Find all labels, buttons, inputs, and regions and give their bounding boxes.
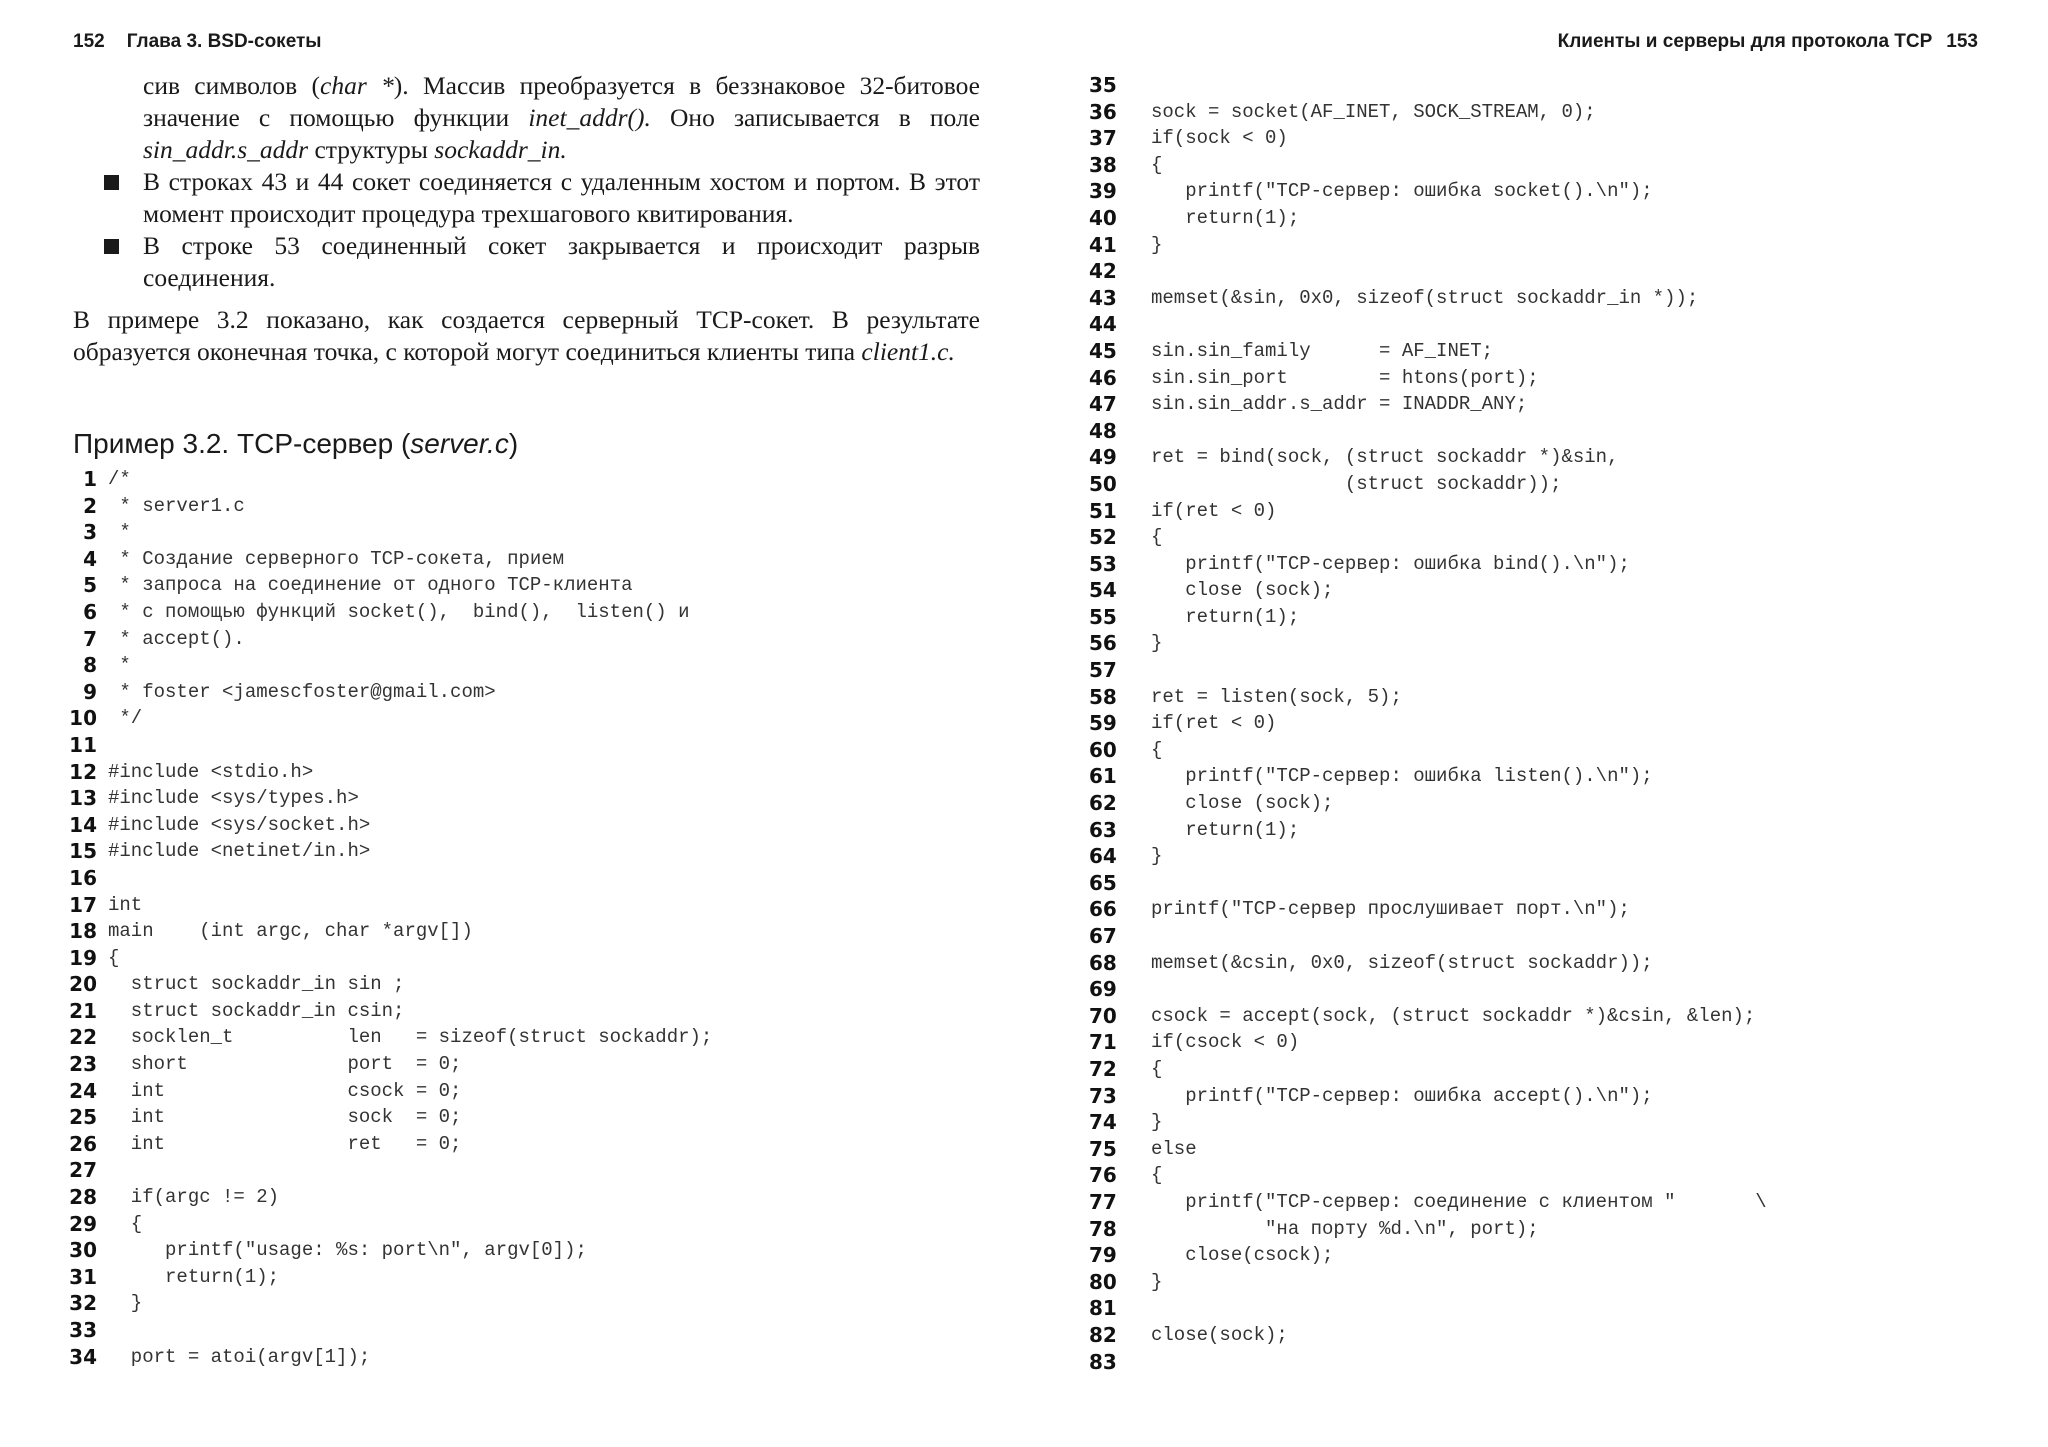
line-number: 14 (69, 812, 97, 837)
code-text: } (108, 1292, 143, 1315)
line-number: 41 (1089, 232, 1117, 257)
line-number: 51 (1089, 498, 1117, 523)
line-number: 47 (1089, 392, 1117, 417)
line-number: 66 (1089, 897, 1117, 922)
line-number: 18 (69, 919, 97, 944)
line-number: 35 (1089, 73, 1117, 97)
line-number: 5 (83, 573, 97, 598)
line-number: 4 (83, 546, 97, 571)
line-number: 44 (1089, 312, 1117, 337)
line-number: 13 (69, 786, 97, 811)
line-number: 19 (69, 945, 97, 970)
line-number: 33 (69, 1318, 97, 1342)
line-number: 3 (83, 520, 97, 545)
line-number: 52 (1089, 525, 1117, 550)
line-number: 39 (1089, 179, 1117, 204)
line-number: 38 (1089, 152, 1117, 177)
continued-paragraph (73, 70, 980, 166)
line-number: 83 (1089, 1349, 1117, 1374)
code-text: */ (108, 707, 143, 730)
code-text: printf("TCP-сервер: ошибка bind().\n"); (1151, 552, 1630, 575)
bullet-text: В строке 53 соединенный сокет закрывается и происходит разрыв соединения. (143, 231, 980, 292)
code-text: struct sockaddr_in sin ; (108, 973, 405, 996)
right-section-title: Клиенты и серверы для протокола TCP (1557, 31, 1933, 52)
example-caption (73, 428, 518, 460)
italic-term: inet_addr(). (528, 103, 651, 132)
text-run: структуры (308, 135, 435, 164)
code-text: int (108, 893, 143, 916)
line-number: 24 (69, 1078, 97, 1103)
line-number: 58 (1089, 684, 1117, 709)
line-number: 70 (1089, 1003, 1117, 1028)
line-number: 69 (1089, 977, 1117, 1002)
italic-term: char * (320, 71, 394, 100)
code-text: sin.sin_port = htons(port); (1151, 366, 1539, 389)
line-number: 63 (1089, 817, 1117, 842)
code-text: socklen_t len = sizeof(struct sockaddr); (108, 1026, 713, 1049)
code-text: else (1151, 1137, 1197, 1160)
line-number: 80 (1089, 1269, 1117, 1294)
code-text: * (108, 654, 131, 677)
line-number: 48 (1089, 418, 1117, 443)
example-title-close: ) (508, 428, 519, 459)
code-text: short port = 0; (108, 1053, 462, 1076)
line-number: 1 (83, 467, 97, 491)
code-text: return(1); (1151, 605, 1300, 628)
line-number: 78 (1089, 1216, 1117, 1241)
line-number: 53 (1089, 551, 1117, 576)
code-text: ret = listen(sock, 5); (1151, 685, 1402, 708)
code-text: close(sock); (1151, 1323, 1288, 1346)
code-text: int ret = 0; (108, 1132, 462, 1155)
right-page-number: 153 (1946, 31, 1978, 52)
example-label: Пример 3.2. (73, 428, 230, 459)
code-text: printf("TCP-сервер: ошибка socket().\n"); (1151, 180, 1653, 203)
text-run: В примере 3.2 показано, как создается серверный TCP-сокет. В результате образуется оконечная точка, с которой могут соединиться клиенты типа (73, 305, 980, 366)
code-text: memset(&csin, 0x0, sizeof(struct sockaddr)); (1151, 951, 1653, 974)
line-number: 10 (69, 706, 97, 731)
line-number: 46 (1089, 365, 1117, 390)
line-number: 6 (83, 599, 97, 624)
code-text: /* (108, 468, 131, 490)
line-number: 25 (69, 1105, 97, 1130)
code-text: printf("TCP-сервер: ошибка accept().\n"); (1151, 1084, 1653, 1107)
code-text: { (1151, 1164, 1163, 1187)
line-number: 73 (1089, 1083, 1117, 1108)
line-number: 28 (69, 1185, 97, 1210)
code-text: printf("usage: %s: port\n", argv[0]); (108, 1239, 587, 1262)
code-text: { (108, 1212, 143, 1235)
code-text: if(ret < 0) (1151, 499, 1277, 522)
bullet-text: В строках 43 и 44 сокет соединяется с удаленным хостом и портом. В этот момент происходит процедура трехшагового квитирования. (143, 167, 980, 228)
line-number: 61 (1089, 764, 1117, 789)
line-number: 56 (1089, 631, 1117, 656)
code-text: * accept(). (108, 627, 245, 650)
code-text: memset(&sin, 0x0, sizeof(struct sockaddr_in *)); (1151, 286, 1699, 309)
code-text: * запроса на соединение от одного TCP-клиента (108, 574, 633, 597)
code-text: sin.sin_addr.s_addr = INADDR_ANY; (1151, 393, 1528, 416)
line-number: 22 (69, 1025, 97, 1050)
line-number: 7 (83, 626, 97, 651)
line-number: 42 (1089, 259, 1117, 284)
line-number: 67 (1089, 924, 1117, 948)
line-number: 57 (1089, 658, 1117, 683)
example-file-name: server.c (410, 428, 509, 459)
line-number: 34 (69, 1344, 97, 1369)
line-number: 65 (1089, 870, 1117, 895)
square-bullet-icon (104, 175, 119, 190)
code-text: if(sock < 0) (1151, 127, 1288, 150)
line-number: 62 (1089, 791, 1117, 816)
line-number: 23 (69, 1052, 97, 1077)
line-number: 50 (1089, 471, 1117, 496)
code-text: int csock = 0; (108, 1079, 462, 1102)
code-text: close (sock); (1151, 792, 1334, 815)
code-text: return(1); (1151, 206, 1300, 229)
code-text: #include <sys/types.h> (108, 787, 359, 810)
line-number: 9 (83, 679, 97, 704)
code-text: ret = bind(sock, (struct sockaddr *)&sin, (1151, 446, 1619, 469)
line-number: 11 (69, 732, 97, 757)
line-number: 71 (1089, 1030, 1117, 1055)
code-text: sock = socket(AF_INET, SOCK_STREAM, 0); (1151, 100, 1596, 123)
italic-term: client1.c. (861, 337, 955, 366)
line-number: 72 (1089, 1056, 1117, 1081)
square-bullet-icon (104, 239, 119, 254)
code-text: struct sockaddr_in csin; (108, 999, 405, 1022)
bullet-item (73, 166, 980, 230)
code-text: } (1151, 632, 1163, 655)
code-text: } (1151, 1270, 1163, 1293)
code-text: } (1151, 1111, 1163, 1134)
line-number: 68 (1089, 950, 1117, 975)
code-text: printf("TCP-сервер: соединение с клиентом " \ (1151, 1190, 1767, 1213)
code-text: csock = accept(sock, (struct sockaddr *)&csin, &len); (1151, 1004, 1756, 1027)
line-number: 30 (69, 1238, 97, 1263)
line-number: 26 (69, 1131, 97, 1156)
line-number: 43 (1089, 285, 1117, 310)
italic-term: sockaddr_in. (434, 135, 567, 164)
code-text: } (1151, 233, 1163, 256)
code-text: { (1151, 153, 1163, 176)
line-number: 17 (69, 892, 97, 917)
code-text: close(csock); (1151, 1244, 1334, 1267)
code-text: port = atoi(argv[1]); (108, 1345, 371, 1368)
line-number: 15 (69, 839, 97, 864)
code-text: * foster <jamescfoster@gmail.com> (108, 680, 496, 703)
line-number: 31 (69, 1264, 97, 1289)
code-text: * server1.c (108, 494, 245, 517)
code-text: { (1151, 526, 1163, 549)
line-number: 27 (69, 1158, 97, 1183)
example-title-text: TCP-сервер ( (237, 428, 411, 459)
line-number: 76 (1089, 1163, 1117, 1188)
line-number: 40 (1089, 205, 1117, 230)
line-number: 8 (83, 653, 97, 678)
line-number: 20 (69, 972, 97, 997)
code-text: if(ret < 0) (1151, 712, 1277, 735)
text-run: ). Массив преобразуется в беззнаковое 32-битовое значение с помощью функции (143, 71, 980, 132)
code-text: #include <sys/socket.h> (108, 813, 371, 836)
line-number: 55 (1089, 604, 1117, 629)
code-text: * Создание серверного TCP-сокета, прием (108, 547, 565, 570)
line-number: 21 (69, 998, 97, 1023)
line-number: 37 (1089, 126, 1117, 151)
text-run: Оно записывается в поле (650, 103, 980, 132)
line-number: 16 (69, 865, 97, 890)
line-number: 36 (1089, 99, 1117, 124)
line-number: 32 (69, 1291, 97, 1316)
left-page-number: 152 (73, 31, 105, 52)
line-number: 60 (1089, 737, 1117, 762)
line-number: 64 (1089, 844, 1117, 869)
bullet-item (73, 230, 980, 294)
line-number: 81 (1089, 1296, 1117, 1321)
code-text: if(argc != 2) (108, 1186, 280, 1209)
line-number: 12 (69, 759, 97, 784)
code-text: "на порту %d.\n", port); (1151, 1217, 1539, 1240)
line-number: 79 (1089, 1243, 1117, 1268)
bullet-list (73, 166, 980, 294)
code-text: { (108, 946, 120, 969)
right-running-head (1558, 28, 2000, 56)
code-text: return(1); (1151, 818, 1300, 841)
code-text: * с помощью функций socket(), bind(), listen() и (108, 600, 690, 623)
intro-paragraph (73, 304, 980, 368)
line-number: 82 (1089, 1322, 1117, 1347)
code-text: close (sock); (1151, 579, 1334, 602)
code-text: if(csock < 0) (1151, 1031, 1300, 1054)
line-number: 49 (1089, 445, 1117, 470)
line-number: 2 (83, 493, 97, 518)
left-running-head (73, 28, 322, 56)
code-text: #include <stdio.h> (108, 760, 314, 783)
line-number: 74 (1089, 1110, 1117, 1135)
line-number: 45 (1089, 338, 1117, 363)
line-number: 54 (1089, 578, 1117, 603)
code-text: int sock = 0; (108, 1106, 462, 1129)
code-text: { (1151, 738, 1163, 761)
line-number: 75 (1089, 1136, 1117, 1161)
line-number: 77 (1089, 1189, 1117, 1214)
italic-term: sin_addr.s_addr (143, 135, 309, 164)
code-text: * (108, 521, 131, 544)
line-number: 59 (1089, 711, 1117, 736)
code-text: printf("TCP-сервер прослушивает порт.\n"); (1151, 898, 1630, 921)
code-text: return(1); (108, 1265, 280, 1288)
code-text: } (1151, 845, 1163, 868)
code-text: #include <netinet/in.h> (108, 840, 371, 863)
code-text: sin.sin_family = AF_INET; (1151, 339, 1494, 362)
code-text: (struct sockaddr)); (1151, 472, 1562, 495)
code-text: main (int argc, char *argv[]) (108, 920, 473, 943)
code-text: { (1151, 1057, 1163, 1080)
left-chapter-title: Глава 3. BSD-сокеты (126, 31, 322, 52)
line-number: 29 (69, 1211, 97, 1236)
code-text: printf("TCP-сервер: ошибка listen().\n"); (1151, 765, 1653, 788)
text-run: сив символов ( (143, 71, 320, 100)
